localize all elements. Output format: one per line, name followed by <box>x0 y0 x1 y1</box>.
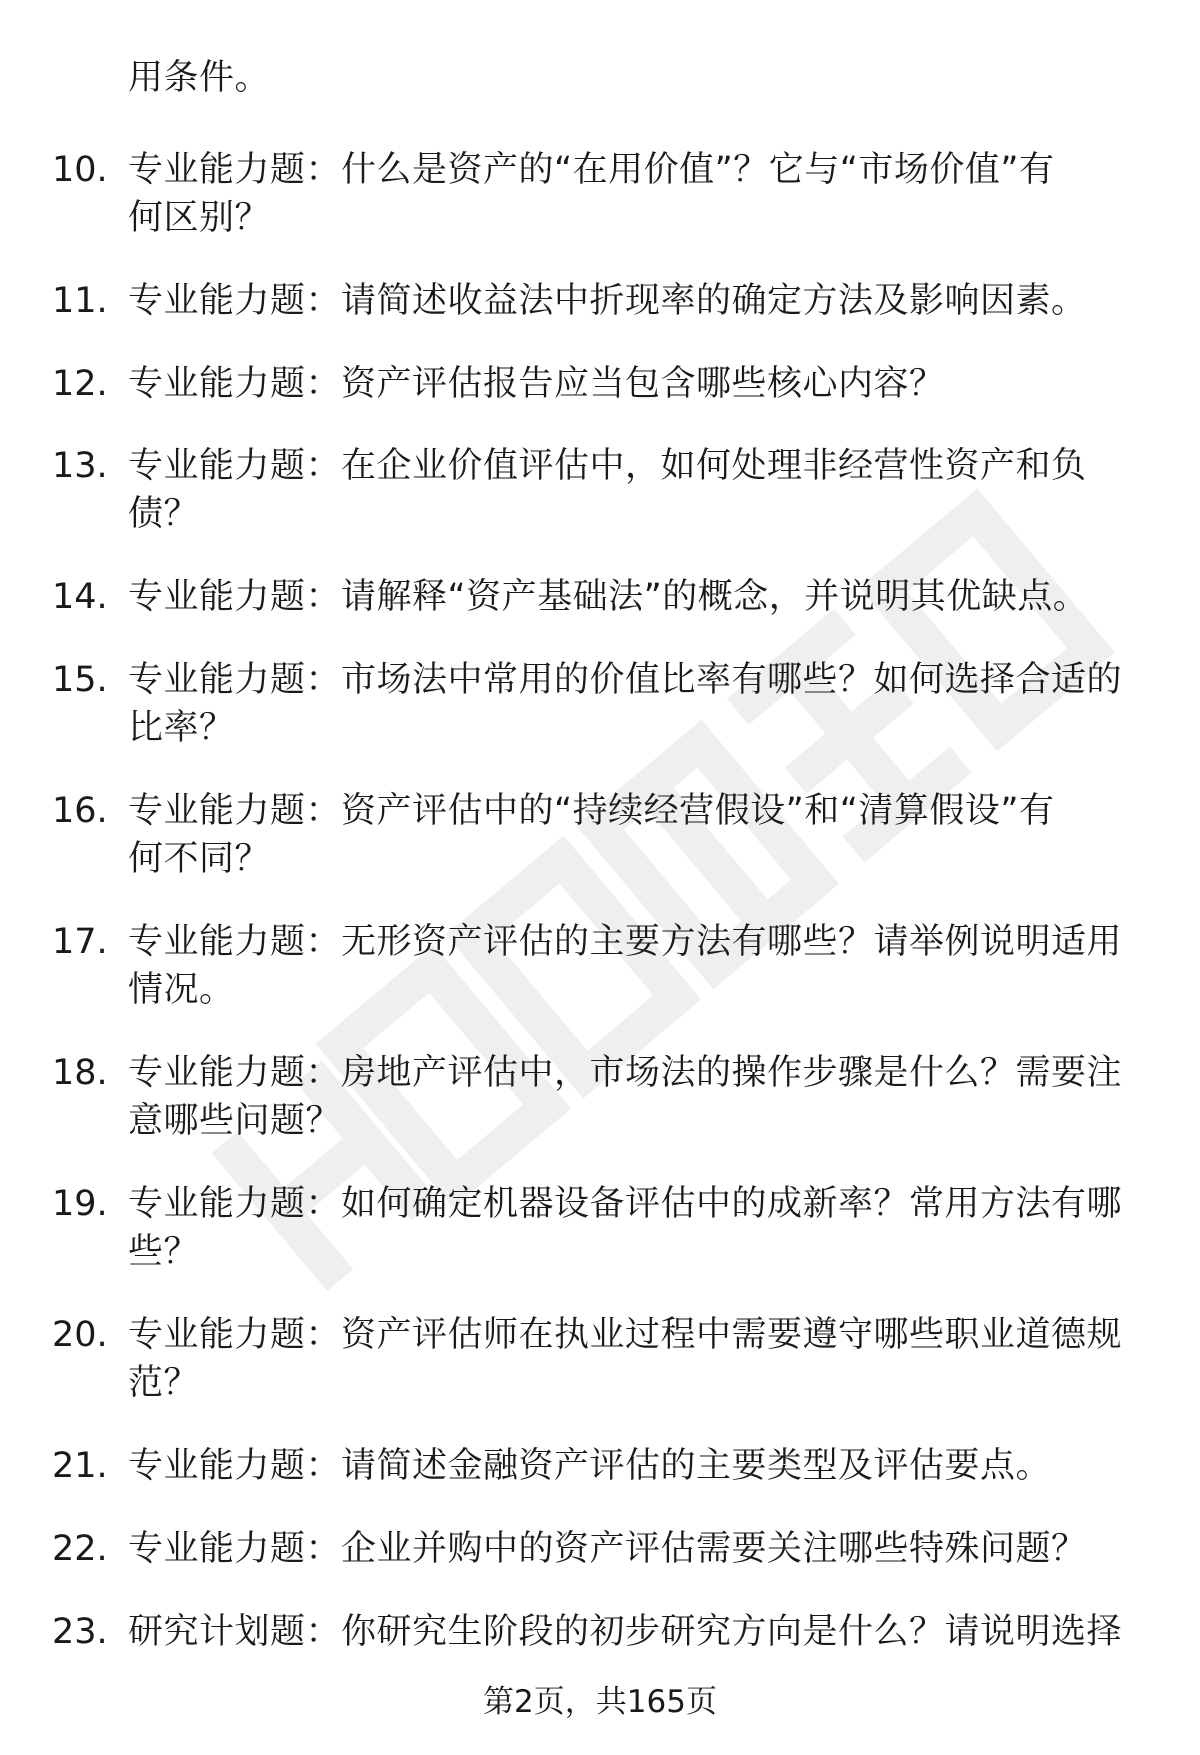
question-number: 13. <box>52 446 108 486</box>
question-number: 10. <box>52 150 108 190</box>
question-number: 21. <box>52 1446 108 1486</box>
question-number: 14. <box>52 577 108 617</box>
question-number: 16. <box>52 791 108 831</box>
question-line: 专业能力题：资产评估中的“持续经营假设”和“清算假设”有 <box>128 791 1055 831</box>
question-line: 专业能力题：请简述收益法中折现率的确定方法及影响因素。 <box>128 281 1087 321</box>
question-line: 债？ <box>128 494 200 534</box>
question-line: 专业能力题：请解释“资产基础法”的概念，并说明其优缺点。 <box>128 577 1089 617</box>
question-number: 23. <box>52 1612 108 1652</box>
question-number: 19. <box>52 1184 108 1224</box>
question-line: 专业能力题：在企业价值评估中，如何处理非经营性资产和负 <box>128 446 1087 486</box>
question-line: 何区别？ <box>128 198 271 238</box>
question-line: 研究计划题：你研究生阶段的初步研究方向是什么？请说明选择 <box>128 1612 1123 1652</box>
question-number: 20. <box>52 1315 108 1355</box>
question-line: 专业能力题：市场法中常用的价值比率有哪些？如何选择合适的 <box>128 660 1123 700</box>
question-line: 专业能力题：资产评估师在执业过程中需要遵守哪些职业道德规 <box>128 1315 1123 1355</box>
question-line: 专业能力题：企业并购中的资产评估需要关注哪些特殊问题？ <box>128 1529 1087 1569</box>
question-line: 专业能力题：什么是资产的“在用价值”？它与“市场价值”有 <box>128 150 1055 190</box>
question-line: 何不同？ <box>128 839 271 879</box>
question-number: 12. <box>52 364 108 404</box>
question-line: 专业能力题：房地产评估中，市场法的操作步骤是什么？需要注 <box>128 1053 1123 1093</box>
continuation-line: 用条件。 <box>128 58 271 98</box>
question-line: 专业能力题：如何确定机器设备评估中的成新率？常用方法有哪 <box>128 1184 1123 1224</box>
question-line: 情况。 <box>128 970 235 1010</box>
question-line: 些？ <box>128 1232 200 1272</box>
question-number: 22. <box>52 1529 108 1569</box>
question-line: 意哪些问题？ <box>128 1101 342 1141</box>
question-line: 专业能力题：资产评估报告应当包含哪些核心内容？ <box>128 364 945 404</box>
question-line: 比率？ <box>128 708 235 748</box>
question-number: 18. <box>52 1053 108 1093</box>
question-line: 专业能力题：无形资产评估的主要方法有哪些？请举例说明适用 <box>128 922 1123 962</box>
question-number: 17. <box>52 922 108 962</box>
question-number: 15. <box>52 660 108 700</box>
question-line: 专业能力题：请简述金融资产评估的主要类型及评估要点。 <box>128 1446 1052 1486</box>
question-number: 11. <box>52 281 108 321</box>
question-line: 范？ <box>128 1363 200 1403</box>
page-number-footer: 第2页，共165页 <box>483 1684 717 1720</box>
